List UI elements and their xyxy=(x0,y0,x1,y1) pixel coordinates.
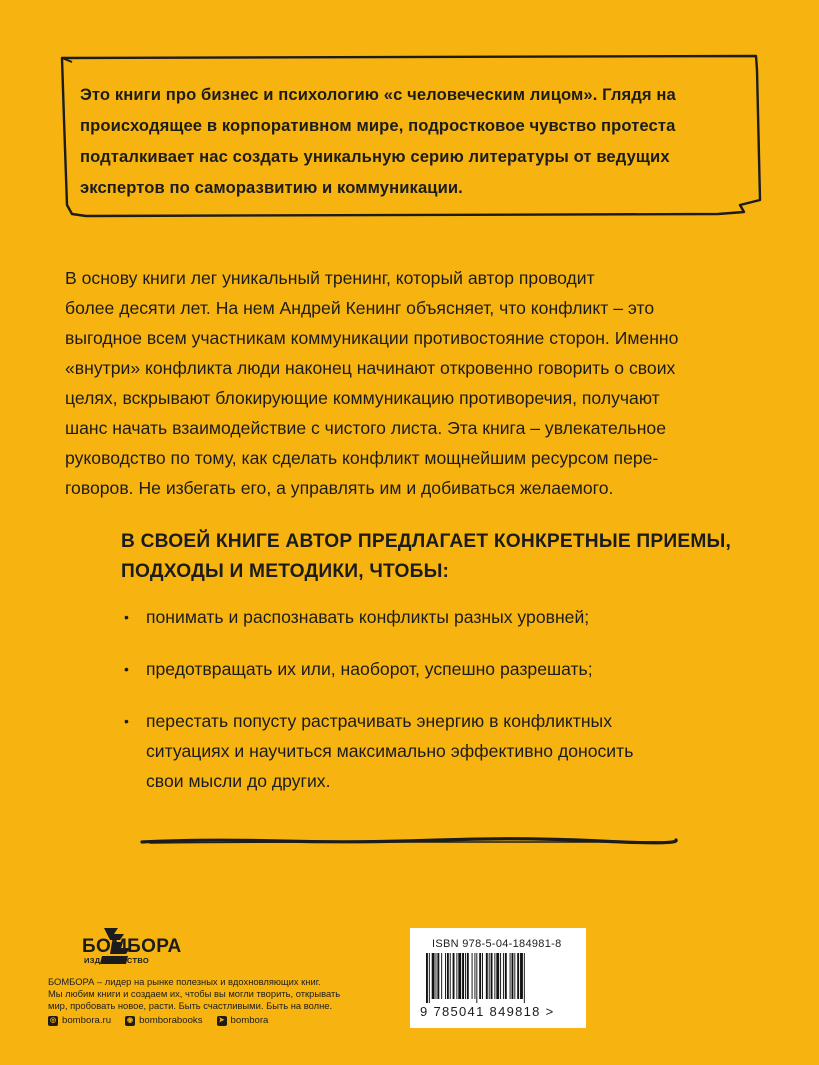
publisher-subtitle: ИЗДАТЕЛЬСТВО xyxy=(84,956,149,965)
barcode-bar xyxy=(489,953,490,999)
description-line: «внутри» конфликта люди наконец начинают откровенно говорить о своих xyxy=(65,358,676,378)
tagline-line: БОМБОРА – лидер на рынке полезных и вдохновляющих книг. xyxy=(48,976,321,987)
barcode-bar xyxy=(450,953,451,999)
barcode-bar xyxy=(429,953,430,1003)
barcode-bar xyxy=(472,953,473,999)
barcode-bar xyxy=(474,953,475,999)
description-line: В основу книги лег уникальный тренинг, который автор проводит xyxy=(65,268,595,288)
bullet-icon: • xyxy=(124,609,129,625)
barcode-bar xyxy=(496,953,499,999)
barcode-bar xyxy=(437,953,439,999)
section-heading xyxy=(121,527,761,587)
barcode-bar xyxy=(524,953,525,1003)
description-line: говоров. Не избегать его, а управлять им и добиваться желаемого. xyxy=(65,478,614,498)
list-item-line: предотвращать их или, наоборот, успешно разрешать; xyxy=(146,659,593,679)
barcode-bar xyxy=(505,953,507,999)
barcode-bar xyxy=(465,953,466,999)
publisher-name: БОМБОРА xyxy=(82,936,182,957)
barcode-bar xyxy=(494,953,495,999)
intro-line: происходящее в корпоративном мире, подростковое чувство протеста xyxy=(80,116,676,135)
barcode-bar xyxy=(482,953,483,999)
description-text xyxy=(65,263,755,503)
social-label: bomborabooks xyxy=(139,1015,203,1026)
social-link-instagram[interactable] xyxy=(125,1015,202,1026)
barcode-bar xyxy=(467,953,469,999)
intro-line: подталкивает нас создать уникальную серию литературы от ведущих xyxy=(80,147,670,166)
list-item xyxy=(121,602,761,632)
description-line: более десяти лет. На нем Андрей Кенинг объясняет, что конфликт – это xyxy=(65,298,655,318)
barcode-bar xyxy=(426,953,428,1003)
barcode-bar xyxy=(458,953,461,999)
intro-line: Это книги про бизнес и психологию «с человеческим лицом». Глядя на xyxy=(80,85,676,104)
social-label: bombora xyxy=(230,1015,269,1026)
barcode-bar xyxy=(447,953,449,999)
barcode-bar xyxy=(510,953,511,999)
intro-text xyxy=(80,79,730,203)
barcode-bar xyxy=(500,953,501,999)
list-item-line: перестать попусту растрачивать энергию в конфликтных xyxy=(146,711,613,731)
intro-line: экспертов по саморазвитию и коммуникации. xyxy=(80,178,463,197)
barcode-bar xyxy=(491,953,493,999)
website-icon: ◎ xyxy=(49,1016,57,1024)
bullet-icon: • xyxy=(124,661,129,677)
instagram-icon: ◉ xyxy=(127,1016,134,1024)
list-item-line: понимать и распознавать конфликты разных уровней; xyxy=(146,607,590,627)
social-link-vk-telegram[interactable] xyxy=(217,1015,269,1026)
bullet-icon: • xyxy=(124,713,129,729)
barcode-bar xyxy=(517,953,519,999)
barcode-bar xyxy=(441,953,442,999)
barcode-bar xyxy=(520,953,523,999)
heading-line: В СВОЕЙ КНИГЕ АВТОР ПРЕДЛАГАЕТ КОНКРЕТНЫЕ ПРИЕМЫ, xyxy=(121,531,732,552)
description-line: шанс начать взаимодействие с чистого листа. Эта книга – увлекательное xyxy=(65,418,666,438)
isbn-digits: 9 785041 849818 > xyxy=(420,1004,555,1019)
benefit-list xyxy=(121,602,761,818)
barcode-bar xyxy=(486,953,488,999)
description-line: руководство по тому, как сделать конфликт мощнейшим ресурсом пере- xyxy=(65,448,659,468)
isbn-label: ISBN 978-5-04-184981-8 xyxy=(432,938,562,950)
barcode-bar xyxy=(445,953,446,999)
barcode-bar xyxy=(432,953,435,999)
barcode-bar xyxy=(479,953,481,999)
list-item xyxy=(121,654,761,684)
publisher-tagline xyxy=(48,976,368,1012)
isbn-barcode xyxy=(410,928,586,1028)
barcode-bar xyxy=(436,953,437,999)
barcode-bar xyxy=(453,953,455,999)
brush-divider xyxy=(140,834,680,848)
list-item xyxy=(121,706,761,796)
description-line: целях, вскрывают блокирующие коммуникацию противоречия, получают xyxy=(65,388,660,408)
vk-telegram-icon: ➤ xyxy=(217,1016,227,1026)
social-link-website[interactable] xyxy=(48,1015,111,1026)
social-links xyxy=(48,1015,268,1026)
barcode-bar xyxy=(503,953,504,999)
description-line: выгодное всем участникам коммуникации противостояние сторон. Именно xyxy=(65,328,679,348)
heading-line: ПОДХОДЫ И МЕТОДИКИ, ЧТОБЫ: xyxy=(121,561,450,582)
barcode-icon xyxy=(424,953,572,1003)
barcode-bar xyxy=(456,953,457,999)
social-label: bombora.ru xyxy=(62,1015,112,1026)
list-item-line: свои мысли до других. xyxy=(146,771,331,791)
tagline-line: мир, пробовать новое, расти. Быть счастливыми. Быть на волне. xyxy=(48,1000,333,1011)
list-item-line: ситуациях и научиться максимально эффективно доносить xyxy=(146,741,634,761)
barcode-bar xyxy=(514,953,515,999)
barcode-bar xyxy=(462,953,464,999)
barcode-bar xyxy=(476,953,477,1003)
barcode-bar xyxy=(512,953,514,999)
tagline-line: Мы любим книги и создаем их, чтобы вы могли творить, открывать xyxy=(48,988,341,999)
